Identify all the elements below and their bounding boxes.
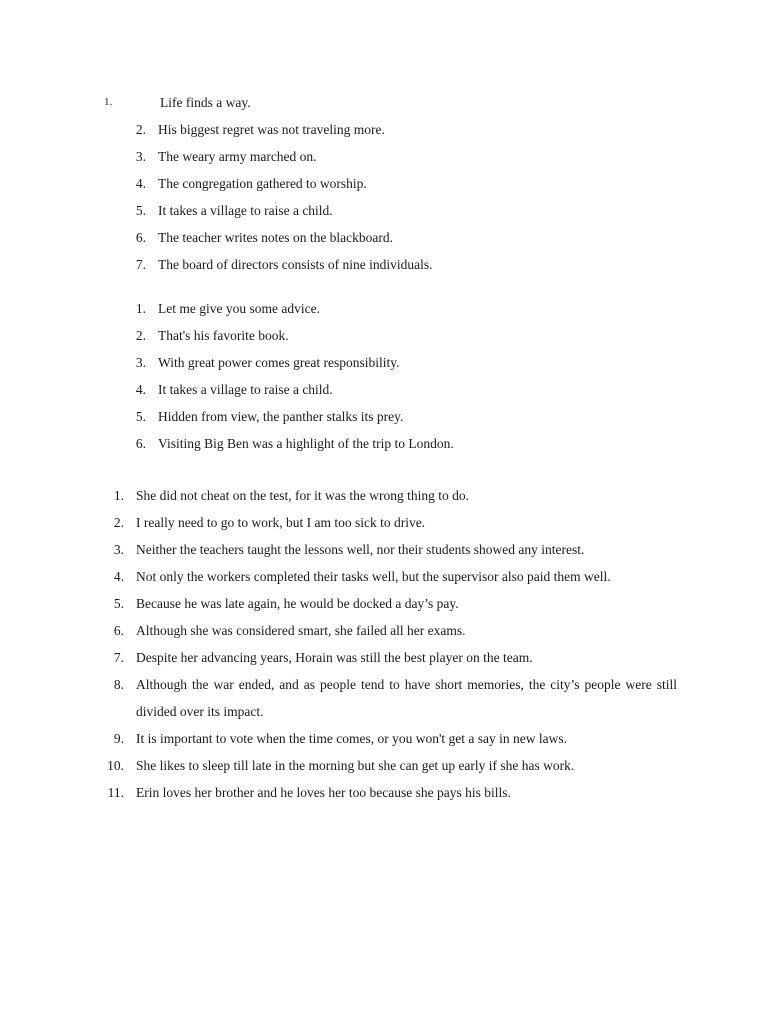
item-number: 4. bbox=[135, 382, 146, 397]
item-number: 10. bbox=[107, 758, 124, 773]
item-number: 2. bbox=[113, 515, 124, 530]
list-item bbox=[0, 349, 768, 376]
item-text: That's his favorite book. bbox=[158, 328, 289, 343]
item-number: 7. bbox=[113, 650, 124, 665]
item-text: The board of directors consists of nine individuals. bbox=[158, 257, 433, 272]
list-item bbox=[0, 143, 768, 170]
item-number: 6. bbox=[135, 436, 146, 451]
item-text: Visiting Big Ben was a highlight of the trip to London. bbox=[158, 436, 454, 451]
item-number: 6. bbox=[135, 230, 146, 245]
item-number: 5. bbox=[135, 203, 146, 218]
item-number: 2. bbox=[135, 122, 146, 137]
item-number: 5. bbox=[113, 596, 124, 611]
list-item bbox=[0, 322, 768, 349]
item-number: 4. bbox=[135, 176, 146, 191]
list-item bbox=[0, 295, 768, 322]
sentence-list-3 bbox=[0, 482, 768, 806]
item-number: 1. bbox=[113, 488, 124, 503]
list-item bbox=[0, 89, 768, 116]
item-text: Because he was late again, he would be docked a day’s pay. bbox=[136, 596, 459, 611]
item-text: Not only the workers completed their tasks well, but the supervisor also paid them well. bbox=[136, 569, 611, 584]
item-number: 1. bbox=[135, 301, 146, 316]
item-number: 5. bbox=[135, 409, 146, 424]
item-text: The teacher writes notes on the blackboard. bbox=[158, 230, 394, 245]
item-number: 3. bbox=[135, 355, 146, 370]
item-text: She did not cheat on the test, for it was the wrong thing to do. bbox=[136, 488, 469, 503]
list-item bbox=[0, 224, 768, 251]
item-number: 6. bbox=[113, 623, 124, 638]
sentence-list-2 bbox=[0, 295, 768, 457]
item-text: Life finds a way. bbox=[160, 95, 251, 110]
list-item bbox=[0, 644, 768, 671]
item-number: 1. bbox=[104, 96, 113, 108]
item-text: Although she was considered smart, she failed all her exams. bbox=[136, 623, 466, 638]
item-text: Erin loves her brother and he loves her too because she pays his bills. bbox=[136, 785, 511, 800]
list-item bbox=[0, 197, 768, 224]
item-text: Hidden from view, the panther stalks its prey. bbox=[158, 409, 404, 424]
item-text: Neither the teachers taught the lessons well, nor their students showed any interest. bbox=[136, 542, 585, 557]
list-item bbox=[0, 752, 768, 779]
item-text: Let me give you some advice. bbox=[158, 301, 320, 316]
item-text: The congregation gathered to worship. bbox=[158, 176, 367, 191]
item-text: Despite her advancing years, Horain was still the best player on the team. bbox=[136, 650, 533, 665]
list-item bbox=[0, 509, 768, 536]
item-number: 8. bbox=[113, 677, 124, 692]
item-text: Although the war ended, and as people tend to have short memories, the city’s people were still divided over its impact. bbox=[136, 677, 677, 719]
list-item bbox=[0, 403, 768, 430]
list-item bbox=[0, 590, 768, 617]
item-text: It is important to vote when the time comes, or you won't get a say in new laws. bbox=[136, 731, 567, 746]
list-item bbox=[0, 170, 768, 197]
item-number: 2. bbox=[135, 328, 146, 343]
item-text: It takes a village to raise a child. bbox=[158, 203, 333, 218]
item-number: 4. bbox=[113, 569, 124, 584]
item-text: It takes a village to raise a child. bbox=[158, 382, 333, 397]
list-item bbox=[0, 430, 768, 457]
list-item bbox=[0, 376, 768, 403]
item-text: She likes to sleep till late in the morning but she can get up early if she has work. bbox=[136, 758, 575, 773]
list-item bbox=[0, 536, 768, 563]
list-item bbox=[0, 617, 768, 644]
item-text: I really need to go to work, but I am too sick to drive. bbox=[136, 515, 426, 530]
list-item bbox=[0, 116, 768, 143]
item-number: 11. bbox=[107, 785, 124, 800]
item-text: The weary army marched on. bbox=[158, 149, 317, 164]
list-item bbox=[0, 251, 768, 278]
list-item bbox=[0, 671, 768, 725]
item-number: 3. bbox=[113, 542, 124, 557]
list-item bbox=[0, 725, 768, 752]
sentence-list-1 bbox=[0, 89, 768, 278]
item-text: With great power comes great responsibility. bbox=[158, 355, 400, 370]
item-number: 3. bbox=[135, 149, 146, 164]
list-item bbox=[0, 779, 768, 806]
list-item bbox=[0, 563, 768, 590]
item-number: 9. bbox=[113, 731, 124, 746]
list-item bbox=[0, 482, 768, 509]
item-number: 7. bbox=[135, 257, 146, 272]
item-text: His biggest regret was not traveling more. bbox=[158, 122, 385, 137]
